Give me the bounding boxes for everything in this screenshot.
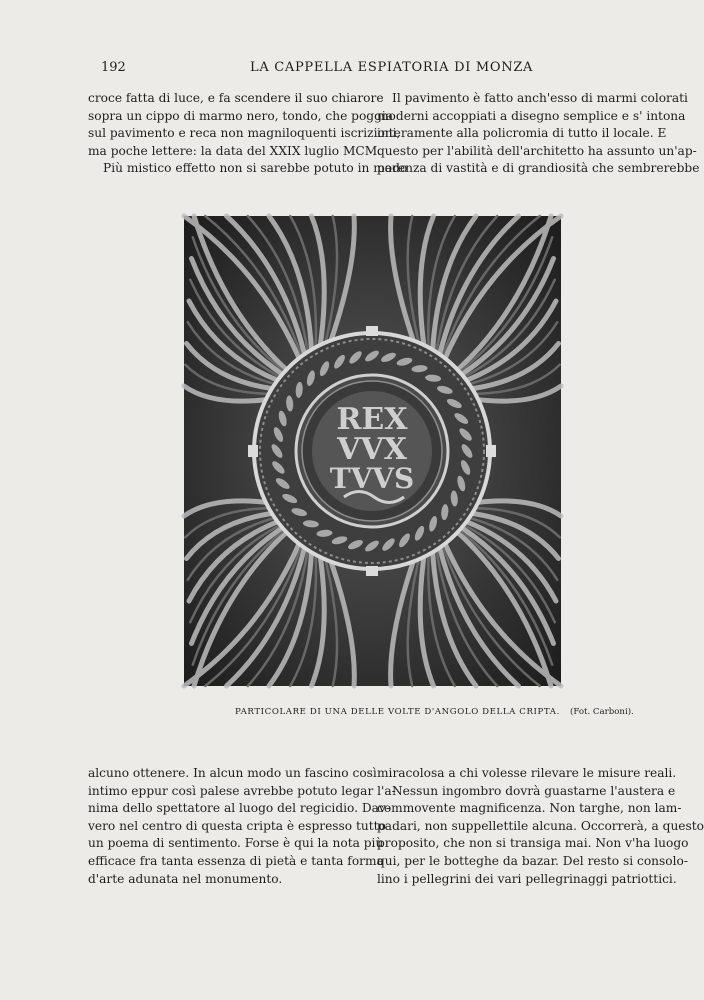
text-line: un poema di sentimento. Forse è qui la nota più: [88, 836, 384, 851]
text-line: questo per l'abilità dell'architetto ha assunto un'ap-: [377, 143, 697, 158]
text-line: nima dello spettatore al luogo del regicidio. Dav-: [88, 801, 390, 816]
text-line: Più mistico effetto non si sarebbe potuto in modo: [103, 161, 408, 176]
text-line: vero nel centro di questa cripta è espresso tutto: [88, 818, 386, 833]
text-line: croce fatta di luce, e fa scendere il suo chiarore: [88, 91, 384, 105]
running-title: LA CAPPELLA ESPIATORIA DI MONZA: [250, 60, 534, 75]
text-column-bottom-right: [377, 765, 704, 888]
text-line: qui, per le botteghe da bazar. Del resto si consolo-: [377, 853, 688, 868]
inscription-line-3: TVVS: [329, 462, 415, 495]
text-column-top-left: [88, 90, 408, 178]
text-line: Nessun ingombro dovrà guastarne l'austera e: [392, 783, 676, 798]
text-column-bottom-left: [88, 765, 396, 888]
text-line: Il pavimento è fatto anch'esso di marmi colorati: [392, 91, 688, 105]
text-column-top-right: [377, 90, 700, 178]
text-line: moderni accoppiati a disegno semplice e s' intona: [377, 108, 686, 123]
text-line: alcuno ottenere. In alcun modo un fascino così: [88, 766, 377, 780]
text-line: lino i pellegrini dei vari pellegrinaggi patriottici.: [377, 871, 677, 886]
text-line: ma poche lettere: la data del XXIX luglio MCM.: [88, 143, 382, 158]
text-line: d'arte adunata nel monumento.: [88, 871, 283, 886]
mosaic-illustration: [184, 216, 561, 686]
text-line: interamente alla policromia di tutto il locale. E: [377, 126, 667, 141]
mosaic-vault-photo: [184, 216, 561, 686]
text-line: sopra un cippo di marmo nero, tondo, che poggia: [88, 108, 394, 123]
text-line: intimo eppur così palese avrebbe potuto legar l'a-: [88, 783, 396, 798]
text-line: proposito, che non si transiga mai. Non v'ha luogo: [377, 836, 689, 851]
text-line: padari, non suppellettile alcuna. Occorrerà, a questo: [377, 818, 704, 833]
text-line: parenza di vastità e di grandiosità che sembrerebbe: [377, 161, 700, 176]
page-number: 192: [101, 60, 126, 75]
text-line: sul pavimento e reca non magniloquenti iscrizioni,: [88, 126, 401, 141]
text-line: efficace fra tanta essenza di pietà e tanta forma: [88, 853, 384, 868]
photo-credit: (Fot. Carboni).: [570, 707, 634, 717]
inscription-line-2: VVX: [337, 432, 407, 467]
text-line: miracolosa a chi volesse rilevare le misure reali.: [377, 766, 677, 780]
inscription-line-1: REX: [336, 402, 408, 437]
text-line: commovente magnificenza. Non targhe, non lam-: [377, 801, 682, 816]
figure-caption: PARTICOLARE DI UNA DELLE VOLTE D'ANGOLO DELLA CRIPTA.: [235, 707, 560, 717]
